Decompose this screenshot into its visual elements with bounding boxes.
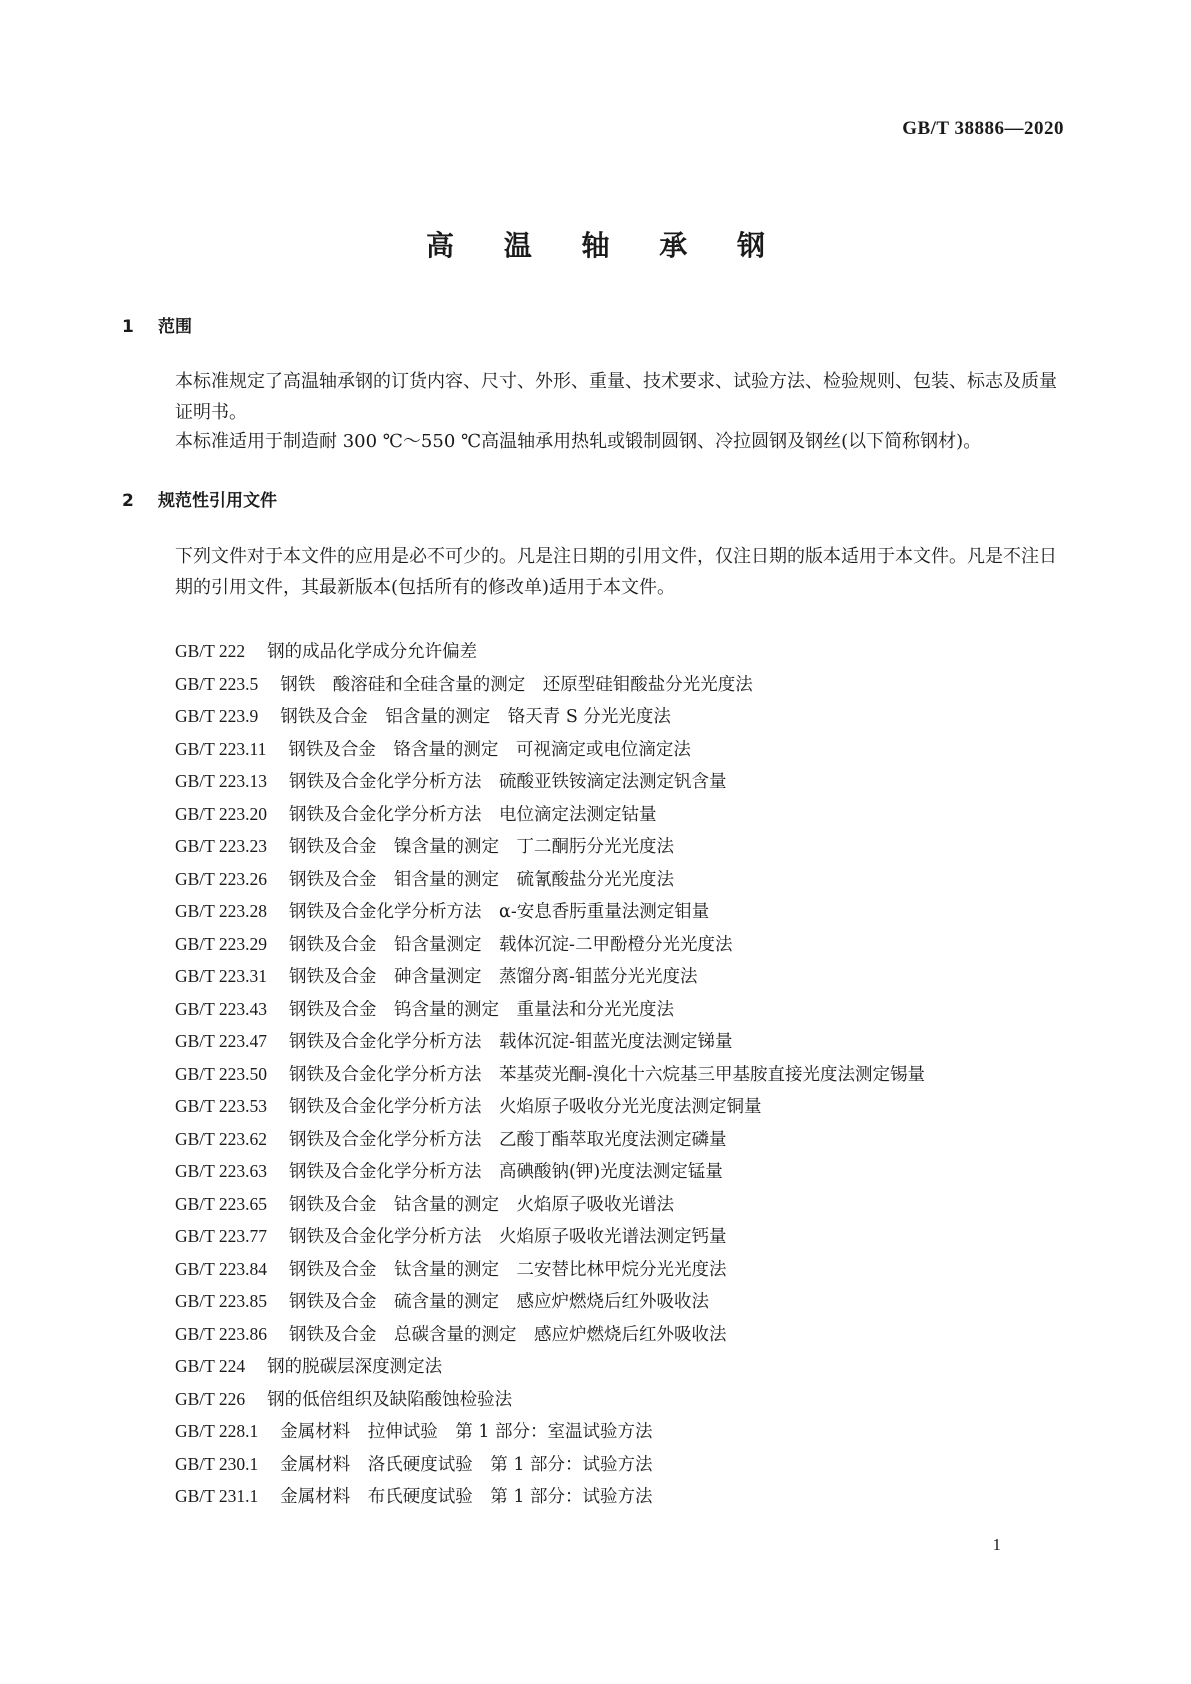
reference-code: GB/T 223.43 [175,998,268,1019]
reference-code: GB/T 223.13 [175,771,268,791]
reference-title: 金属材料 拉伸试验 第 1 部分：室温试验方法 [280,1422,653,1442]
standard-number: GB/T 38886—2020 [902,118,1064,139]
paragraph-text: 本标准规定了高温轴承钢的订货内容、尺寸、外形、重量、技术要求、试验方法、检验规则、包装、标志及质量证明书。 [175,371,1057,423]
section-title: 规范性引用文件 [158,491,277,511]
reference-code: GB/T 231.1 [175,1486,259,1506]
reference-title: 钢的成品化学成分允许偏差 [267,642,478,662]
reference-list [122,636,1057,1514]
reference-code: GB/T 223.11 [175,738,267,759]
reference-code: GB/T 223.77 [175,1226,268,1246]
reference-code: GB/T 223.63 [175,1161,268,1181]
reference-item [122,1384,1057,1417]
reference-item [122,1351,1057,1384]
reference-title: 钢铁及合金 砷含量测定 蒸馏分离-钼蓝分光光度法 [289,967,698,987]
reference-item [122,994,1057,1027]
reference-code: GB/T 223.31 [175,966,268,986]
reference-title: 钢铁及合金 镍含量的测定 丁二酮肟分光光度法 [289,837,675,857]
reference-code: GB/T 223.84 [175,1258,268,1279]
reference-code: GB/T 223.53 [175,1096,268,1116]
section-number: 2 [122,491,134,511]
section-number: 1 [122,317,134,337]
reference-item [122,896,1057,929]
reference-title: 钢铁及合金 铅含量测定 载体沉淀-二甲酚橙分光光度法 [289,934,733,955]
reference-title: 钢铁及合金 铬含量的测定 可视滴定或电位滴定法 [288,739,691,760]
reference-item [122,1059,1057,1092]
reference-item [122,799,1057,832]
reference-code: GB/T 223.65 [175,1193,268,1214]
reference-title: 钢铁 酸溶硅和全硅含量的测定 还原型硅钼酸盐分光光度法 [280,674,753,695]
reference-code: GB/T 223.86 [175,1323,268,1344]
reference-item [122,1124,1057,1157]
section-heading-scope [122,312,192,337]
reference-title: 钢的低倍组织及缺陷酸蚀检验法 [267,1389,513,1410]
reference-code: GB/T 230.1 [175,1453,259,1474]
reference-item [122,929,1057,962]
reference-title: 钢铁及合金 总碳含量的测定 感应炉燃烧后红外吸收法 [289,1324,727,1345]
reference-title: 钢的脱碳层深度测定法 [267,1357,443,1377]
reference-code: GB/T 223.26 [175,868,268,889]
reference-item [122,864,1057,897]
reference-code: GB/T 223.50 [175,1063,268,1084]
paragraph-text: 本标准适用于制造耐 300 ℃～550 ℃高温轴承用热轧或锻制圆钢、冷拉圆钢及钢丝(以下简称钢材)。 [175,431,982,452]
reference-item [122,1416,1057,1449]
references-intro-paragraph [122,541,1057,603]
reference-title: 钢铁及合金化学分析方法 α-安息香肟重量法测定钼量 [289,902,710,922]
reference-item [122,1091,1057,1124]
reference-title: 钢铁及合金化学分析方法 载体沉淀-钼蓝光度法测定锑量 [289,1032,733,1052]
reference-item [122,1156,1057,1189]
reference-code: GB/T 228.1 [175,1421,259,1441]
scope-paragraph-2 [122,426,1057,457]
reference-item [122,831,1057,864]
reference-title: 钢铁及合金 铝含量的测定 铬天青 S 分光光度法 [280,707,671,727]
reference-code: GB/T 223.29 [175,933,268,954]
reference-item [122,1026,1057,1059]
reference-item [122,961,1057,994]
reference-item [122,1481,1057,1514]
reference-title: 钢铁及合金化学分析方法 硫酸亚铁铵滴定法测定钒含量 [289,772,727,792]
reference-item [122,1254,1057,1287]
reference-item [122,1286,1057,1319]
reference-code: GB/T 223.23 [175,836,268,856]
page-number: 1 [992,1535,1001,1554]
reference-item [122,669,1057,702]
reference-code: GB/T 223.47 [175,1031,268,1051]
reference-title: 钢铁及合金化学分析方法 火焰原子吸收光谱法测定钙量 [289,1227,727,1247]
reference-code: GB/T 223.85 [175,1291,268,1311]
reference-item [122,1319,1057,1352]
reference-title: 钢铁及合金化学分析方法 乙酸丁酯萃取光度法测定磷量 [289,1129,727,1150]
reference-item [122,1449,1057,1482]
reference-title: 钢铁及合金化学分析方法 苯基荧光酮-溴化十六烷基三甲基胺直接光度法测定锡量 [289,1064,925,1085]
reference-title: 钢铁及合金化学分析方法 火焰原子吸收分光光度法测定铜量 [289,1097,762,1117]
reference-code: GB/T 223.9 [175,706,259,726]
reference-code: GB/T 222 [175,641,246,661]
reference-code: GB/T 223.20 [175,803,268,824]
document-title: 高 温 轴 承 钢 [426,229,785,262]
reference-item [122,1189,1057,1222]
reference-title: 钢铁及合金化学分析方法 高碘酸钠(钾)光度法测定锰量 [289,1162,723,1182]
reference-title: 钢铁及合金 硫含量的测定 感应炉燃烧后红外吸收法 [289,1292,710,1312]
paragraph-text: 下列文件对于本文件的应用是必不可少的。凡是注日期的引用文件，仅注日期的版本适用于本文件。凡是不注日期的引用文件，其最新版本(包括所有的修改单)适用于本文件。 [175,546,1057,598]
scope-paragraph-1 [122,366,1057,428]
reference-item [122,734,1057,767]
reference-title: 金属材料 布氏硬度试验 第 1 部分：试验方法 [280,1487,653,1507]
reference-item [122,766,1057,799]
reference-code: GB/T 224 [175,1356,246,1376]
reference-item [122,1221,1057,1254]
reference-title: 钢铁及合金 钨含量的测定 重量法和分光光度法 [289,999,675,1020]
reference-title: 钢铁及合金 钛含量的测定 二安替比林甲烷分光光度法 [289,1259,727,1280]
section-heading-normative-references [122,486,277,511]
reference-item [122,701,1057,734]
reference-title: 钢铁及合金化学分析方法 电位滴定法测定钴量 [289,804,657,825]
reference-title: 金属材料 洛氏硬度试验 第 1 部分：试验方法 [280,1454,653,1475]
reference-code: GB/T 226 [175,1388,246,1409]
reference-item [122,636,1057,669]
reference-title: 钢铁及合金 钴含量的测定 火焰原子吸收光谱法 [289,1194,675,1215]
reference-code: GB/T 223.5 [175,673,259,694]
reference-code: GB/T 223.62 [175,1128,268,1149]
reference-title: 钢铁及合金 钼含量的测定 硫氰酸盐分光光度法 [289,869,675,890]
section-title: 范围 [158,317,192,337]
reference-code: GB/T 223.28 [175,901,268,921]
